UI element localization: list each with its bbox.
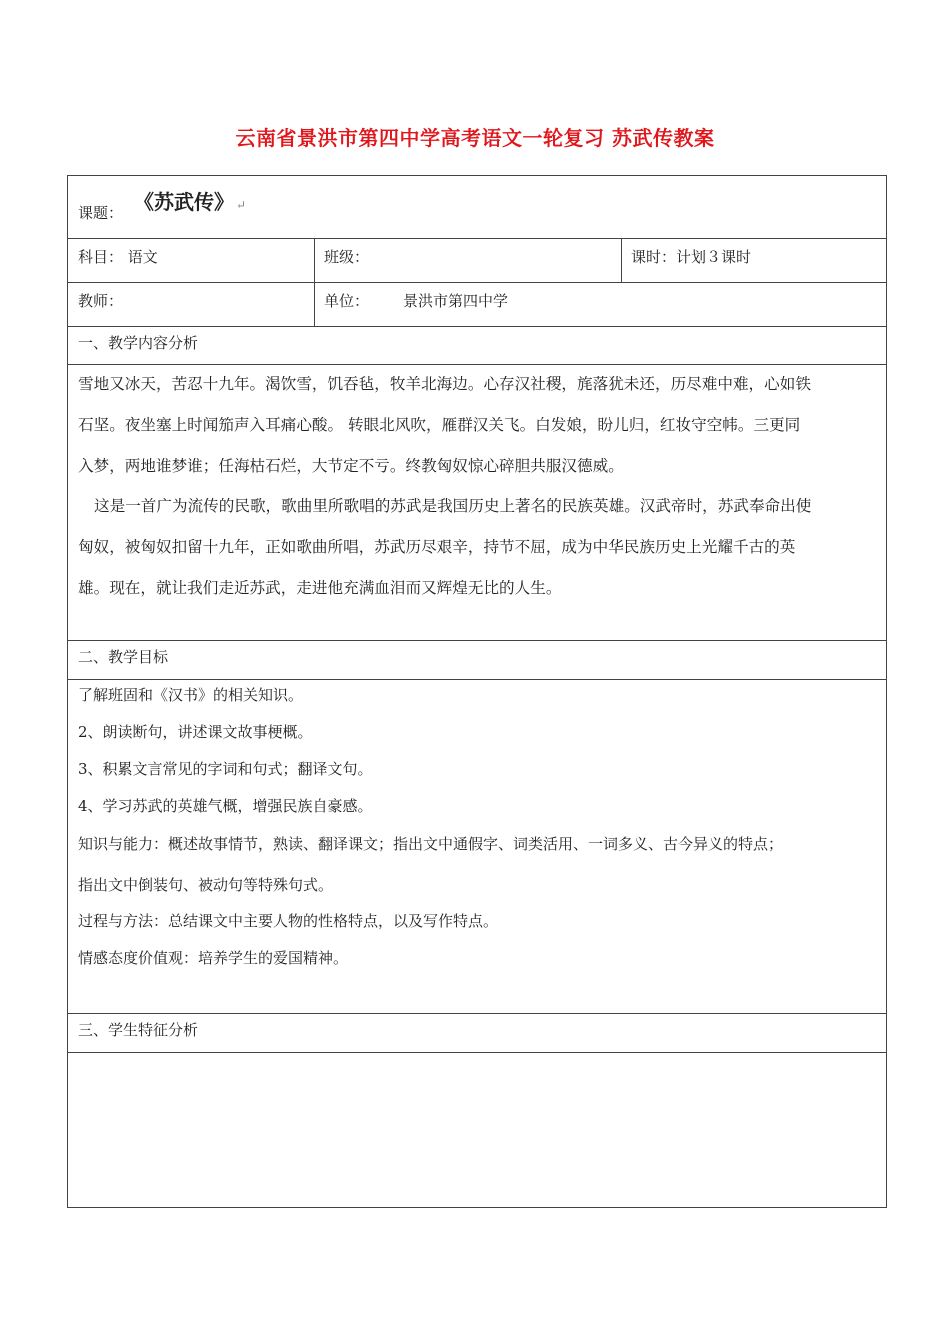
section1-heading-row	[68, 327, 886, 365]
section2-heading-row	[68, 641, 886, 680]
objective-line: 了解班固和《汉书》的相关知识。	[78, 686, 304, 704]
teacher-row	[68, 283, 886, 327]
subject-text: 科目： 语文	[78, 248, 158, 266]
section1-content-row	[68, 365, 886, 641]
topic-value-wrap	[134, 186, 246, 215]
teacher-cell	[68, 283, 315, 326]
hours-text: 课时：计划３课时	[631, 248, 752, 266]
intro-line: 雄。现在，就让我们走近苏武，走进他充满血泪而又辉煌无比的人生。	[78, 579, 562, 597]
topic-label: 课题：	[78, 204, 124, 222]
lesson-plan-table	[67, 175, 887, 1208]
class-cell	[315, 239, 622, 282]
paragraph-mark-icon: ↵	[236, 198, 247, 212]
song-line: 入梦，两地谁梦谁；任海枯石烂，大节定不亏。终教匈奴惊心碎胆共服汉德威。	[78, 457, 624, 475]
objective-line: 情感态度价值观：培养学生的爱国精神。	[78, 949, 349, 967]
section1-heading: 一、教学内容分析	[78, 334, 199, 352]
section3-content-area	[68, 1053, 886, 1207]
subject-row	[68, 239, 886, 283]
section2-heading: 二、教学目标	[78, 648, 169, 666]
subject-cell	[68, 239, 315, 282]
class-text: 班级：	[324, 248, 370, 266]
hours-cell	[622, 239, 886, 282]
intro-line: 匈奴，被匈奴扣留十九年，正如歌曲所唱，苏武历尽艰辛，持节不屈，成为中华民族历史上光耀千古的英	[78, 538, 796, 556]
objective-line: 2、朗读断句，讲述课文故事梗概。	[78, 723, 313, 741]
unit-label: 单位：	[324, 292, 370, 310]
unit-cell	[315, 283, 886, 326]
topic-value: 《苏武传》	[134, 190, 234, 214]
objective-line: 指出文中倒装句、被动句等特殊句式。	[78, 876, 334, 894]
section3-heading: 三、学生特征分析	[78, 1021, 199, 1039]
intro-line: 这是一首广为流传的民歌，歌曲里所歌唱的苏武是我国历史上著名的民族英雄。汉武帝时，苏武奉命出使	[94, 497, 812, 515]
topic-row	[68, 176, 886, 239]
teacher-text: 教师：	[78, 292, 124, 310]
section3-heading-row	[68, 1014, 886, 1053]
objective-line: 过程与方法：总结课文中主要人物的性格特点，以及写作特点。	[78, 912, 499, 930]
song-line: 石坚。夜坐塞上时闻笳声入耳痛心酸。 转眼北风吹，雁群汉关飞。白发娘，盼儿归，红妆守空帏。三更同	[78, 416, 801, 434]
objective-line: 知识与能力：概述故事情节，熟读、翻译课文；指出文中通假字、词类活用、一词多义、古今异义的特点；	[78, 835, 784, 853]
section2-content-row	[68, 680, 886, 1014]
unit-value: 景洪市第四中学	[403, 292, 509, 310]
objective-line: 4、学习苏武的英雄气概，增强民族自豪感。	[78, 797, 373, 815]
document-title: 云南省景洪市第四中学高考语文一轮复习 苏武传教案	[235, 126, 715, 150]
objective-line: 3、积累文言常见的字词和句式；翻译文句。	[78, 760, 373, 778]
song-line: 雪地又冰天，苦忍十九年。渴饮雪，饥吞毡，牧羊北海边。心存汉社稷，旄落犹未还，历尽难中难，心如铁	[78, 375, 811, 393]
